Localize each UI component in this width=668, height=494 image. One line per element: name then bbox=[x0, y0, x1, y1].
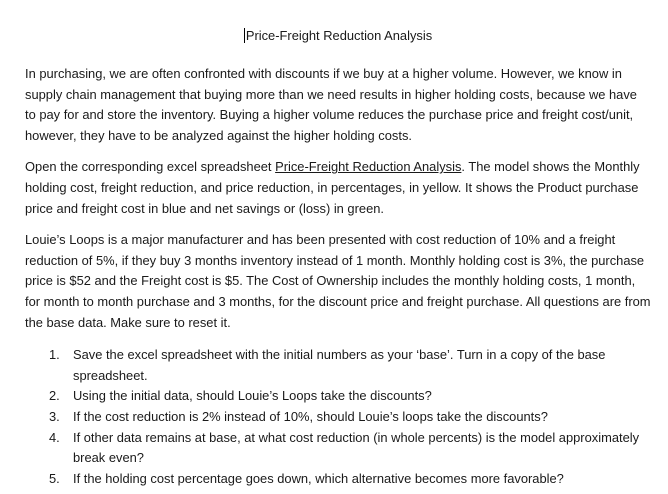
list-item[interactable] bbox=[25, 386, 651, 407]
intro-paragraph[interactable]: In purchasing, we are often confronted with discounts if we buy at a higher volume. However, we know in supply chain management that buying more than we need results in higher holding costs, because we have to pay for and store the inventory. Buying a higher volume reduces the purchase price and freight cost/unit, however, they have to be analyzed against the higher holding costs. bbox=[25, 66, 637, 143]
questions-list bbox=[25, 345, 651, 489]
list-item-text: If the cost reduction is 2% instead of 10%, should Louie’s loops take the discounts? bbox=[73, 408, 548, 424]
spreadsheet-paragraph[interactable] bbox=[25, 157, 651, 219]
scenario-paragraph[interactable]: Louie’s Loops is a major manufacturer and has been presented with cost reduction of 10% and a freight reduction of 5%, if they buy 3 months inventory instead of 1 month. Monthly holding cost is 3%, the purchase price is $52 and the Freight cost is $5. The Cost of Ownership includes the monthly holding costs, 1 month, for month to month purchase and 3 months, for the discount price and freight purchase. All questions are from the base data. Make sure to reset it. bbox=[25, 232, 651, 330]
document-title-row bbox=[25, 26, 651, 47]
spreadsheet-text-before: Open the corresponding excel spreadsheet bbox=[25, 159, 276, 175]
document-page bbox=[25, 0, 651, 489]
list-item-text: If the holding cost percentage goes down, which alternative becomes more favorable? bbox=[73, 470, 564, 486]
list-item-text: Save the excel spreadsheet with the initial numbers as your ‘base’. Turn in a copy of the base spreadsheet. bbox=[73, 347, 606, 383]
list-item-number: 3. bbox=[49, 408, 60, 424]
list-item[interactable] bbox=[25, 469, 651, 490]
list-item-number: 5. bbox=[49, 470, 60, 486]
spreadsheet-link[interactable]: Price-Freight Reduction Analysis bbox=[275, 159, 462, 175]
document-title[interactable]: Price-Freight Reduction Analysis bbox=[245, 28, 433, 43]
list-item[interactable] bbox=[25, 428, 651, 469]
spreadsheet-text-after: . The model shows the Monthly holding cost, freight reduction, and price reduction, in percentages, in yellow. It shows the Product purchase price and freight cost in blue and net savings or (loss) in green. bbox=[25, 159, 640, 216]
list-item-number: 1. bbox=[49, 347, 60, 363]
list-item-text: Using the initial data, should Louie’s Loops take the discounts? bbox=[73, 388, 432, 404]
list-item[interactable] bbox=[25, 407, 651, 428]
list-item-number: 4. bbox=[49, 429, 60, 445]
list-item-text: If other data remains at base, at what cost reduction (in whole percents) is the model approximately break even? bbox=[73, 429, 640, 466]
text-cursor bbox=[244, 28, 245, 43]
list-item-number: 2. bbox=[49, 388, 60, 404]
list-item[interactable] bbox=[25, 345, 651, 386]
